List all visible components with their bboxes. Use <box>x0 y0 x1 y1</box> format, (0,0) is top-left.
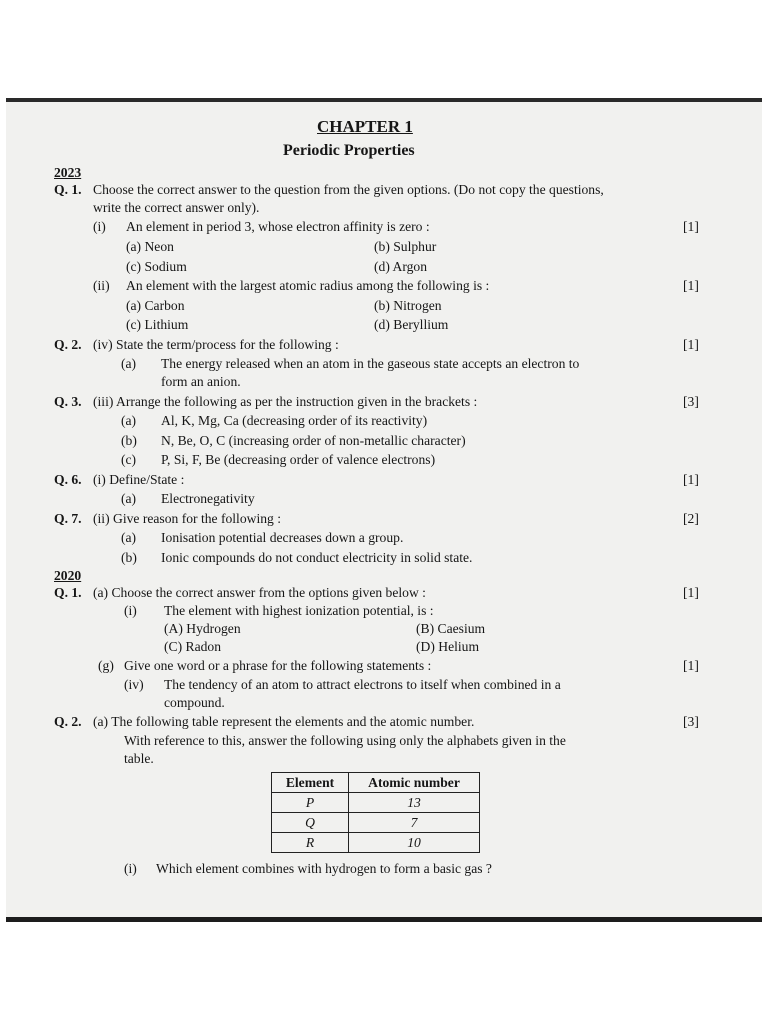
q2020-2-line2: With reference to this, answer the following using only the alphabets given in the <box>124 733 566 748</box>
year-2020: 2020 <box>54 568 82 583</box>
cell-atomic-number: 10 <box>349 833 480 853</box>
q1-ii-marks: [1] <box>683 278 699 293</box>
q1-line2: write the correct answer only). <box>93 200 260 215</box>
q2020-1-option-c: (C) Radon <box>164 639 222 654</box>
q7-a-text: Ionisation potential decreases down a group. <box>161 530 404 545</box>
q6-text: (i) Define/State : <box>93 472 185 487</box>
q7-b-text: Ionic compounds do not conduct electricity in solid state. <box>161 550 473 565</box>
q7-number: Q. 7. <box>54 511 82 526</box>
element-table <box>271 772 480 853</box>
q2-a-line1: The energy released when an atom in the gaseous state accepts an electron to <box>161 356 580 371</box>
textbook-page <box>6 98 762 922</box>
q7-a-label: (a) <box>121 530 137 545</box>
year-2023: 2023 <box>54 165 82 180</box>
q7-b-label: (b) <box>121 550 137 565</box>
cell-element: R <box>272 833 349 853</box>
q1-i-option-a: (a) Neon <box>126 239 174 254</box>
page-bottom-edge <box>6 917 762 922</box>
q2-marks: [1] <box>683 337 699 352</box>
q1-line1: Choose the correct answer to the question from the given options. (Do not copy the questions, <box>93 182 604 197</box>
q3-c-text: P, Si, F, Be (decreasing order of valence electrons) <box>161 452 436 467</box>
q1-ii-text: An element with the largest atomic radius among the following is : <box>126 278 490 293</box>
table-header-row <box>272 773 480 793</box>
q1-i-option-b: (b) Sulphur <box>374 239 437 254</box>
q2020-1-option-a: (A) Hydrogen <box>164 621 241 636</box>
q1-i-option-d: (d) Argon <box>374 259 427 274</box>
q2020-2-line3: table. <box>124 751 154 766</box>
q2-text: (iv) State the term/process for the following : <box>93 337 339 352</box>
q1-ii-number: (ii) <box>93 278 110 293</box>
q2-a-line2: form an anion. <box>161 374 241 389</box>
q2020-1-i-text: The element with highest ionization potential, is : <box>164 603 434 618</box>
q3-marks: [3] <box>683 394 699 409</box>
q1-i-marks: [1] <box>683 219 699 234</box>
q2020-1-iv-line1: The tendency of an atom to attract electrons to itself when combined in a <box>164 677 561 692</box>
cell-element: Q <box>272 813 349 833</box>
column-header-element: Element <box>272 773 349 793</box>
q2020-2-i-label: (i) <box>124 861 137 876</box>
cell-atomic-number: 7 <box>349 813 480 833</box>
q2-number: Q. 2. <box>54 337 82 352</box>
q2020-1-iv-line2: compound. <box>164 695 225 710</box>
q1-ii-option-a: (a) Carbon <box>126 298 185 313</box>
q3-a-label: (a) <box>121 413 137 428</box>
q6-number: Q. 6. <box>54 472 82 487</box>
q1-i-text: An element in period 3, whose electron affinity is zero : <box>126 219 430 234</box>
q2020-2-number: Q. 2. <box>54 714 82 729</box>
q2020-1-g-label: (g) <box>98 658 114 673</box>
cell-atomic-number: 13 <box>349 793 480 813</box>
q3-a-text: Al, K, Mg, Ca (decreasing order of its reactivity) <box>161 413 428 428</box>
q7-marks: [2] <box>683 511 699 526</box>
q2020-1-option-b: (B) Caesium <box>416 621 486 636</box>
table-row <box>272 833 480 853</box>
q7-text: (ii) Give reason for the following : <box>93 511 281 526</box>
column-header-atomic-number: Atomic number <box>349 773 480 793</box>
q2020-1-text: (a) Choose the correct answer from the options given below : <box>93 585 426 600</box>
q6-marks: [1] <box>683 472 699 487</box>
q2020-2-i-text: Which element combines with hydrogen to form a basic gas ? <box>156 861 492 876</box>
q1-ii-option-d: (d) Beryllium <box>374 317 449 332</box>
cell-element: P <box>272 793 349 813</box>
q6-a-text: Electronegativity <box>161 491 255 506</box>
q1-ii-option-c: (c) Lithium <box>126 317 189 332</box>
q1-number: Q. 1. <box>54 182 82 197</box>
q2020-1-iv-label: (iv) <box>124 677 144 692</box>
page-top-edge <box>6 98 762 102</box>
table-row <box>272 813 480 833</box>
chapter-title: Periodic Properties <box>283 142 415 159</box>
q2020-2-marks: [3] <box>683 714 699 729</box>
q1-i-option-c: (c) Sodium <box>126 259 187 274</box>
table-row <box>272 793 480 813</box>
q2020-1-number: Q. 1. <box>54 585 82 600</box>
q1-ii-option-b: (b) Nitrogen <box>374 298 442 313</box>
q3-text: (iii) Arrange the following as per the instruction given in the brackets : <box>93 394 478 409</box>
q1-i-number: (i) <box>93 219 106 234</box>
chapter-number: CHAPTER 1 <box>317 117 413 136</box>
q2020-1-option-d: (D) Helium <box>416 639 480 654</box>
q2-a-label: (a) <box>121 356 137 371</box>
q2020-1-i-label: (i) <box>124 603 137 618</box>
q2020-2-text: (a) The following table represent the elements and the atomic number. <box>93 714 475 729</box>
q3-b-text: N, Be, O, C (increasing order of non-metallic character) <box>161 433 466 448</box>
q3-b-label: (b) <box>121 433 137 448</box>
q2020-1-g-marks: [1] <box>683 658 699 673</box>
q3-c-label: (c) <box>121 452 137 467</box>
q2020-1-g-text: Give one word or a phrase for the following statements : <box>124 658 432 673</box>
q3-number: Q. 3. <box>54 394 82 409</box>
q6-a-label: (a) <box>121 491 137 506</box>
q2020-1-marks: [1] <box>683 585 699 600</box>
